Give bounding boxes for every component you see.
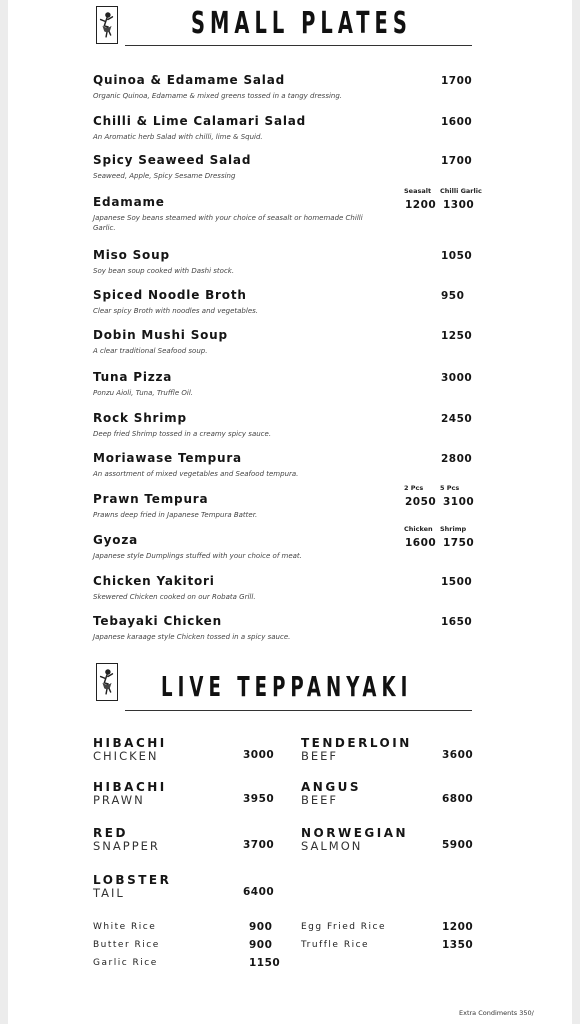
item-description: Japanese Soy beans steamed with your choice of seasalt or homemade Chilli Garlic. bbox=[93, 214, 363, 232]
item-price: 1650 bbox=[441, 616, 473, 628]
item-description: Organic Quinoa, Edamame & mixed greens tossed in a tangy dressing. bbox=[93, 92, 343, 100]
option-label: Shrimp bbox=[440, 525, 467, 533]
menu-item bbox=[93, 328, 473, 356]
side-name: Truffle Rice bbox=[301, 940, 370, 950]
teppanyaki-price: 3700 bbox=[243, 839, 275, 851]
teppanyaki-name: RED bbox=[93, 826, 128, 840]
teppanyaki-price: 6400 bbox=[243, 886, 275, 898]
menu-item bbox=[93, 153, 473, 181]
item-price: 3000 bbox=[441, 372, 473, 384]
menu-item bbox=[93, 114, 473, 142]
menu-item bbox=[93, 370, 473, 398]
item-price: 1500 bbox=[441, 576, 473, 588]
item-description: Ponzu Aioli, Tuna, Truffle Oil. bbox=[93, 389, 194, 397]
item-price: 950 bbox=[441, 290, 465, 302]
option-label: Seasalt bbox=[404, 187, 432, 195]
item-price: 1600 bbox=[441, 116, 473, 128]
side-name: Butter Rice bbox=[93, 940, 160, 950]
item-description: Skewered Chicken cooked on our Robata Grill. bbox=[93, 593, 256, 601]
teppanyaki-name: TENDERLOIN bbox=[301, 736, 412, 750]
side-price: 1350 bbox=[442, 939, 474, 951]
option-label: Chicken bbox=[404, 525, 433, 533]
item-description: Prawns deep fried in Japanese Tempura Batter. bbox=[93, 511, 258, 519]
item-description: An assortment of mixed vegetables and Seafood tempura. bbox=[93, 470, 299, 478]
item-name: Spicy Seaweed Salad bbox=[93, 153, 252, 167]
footer-note: Extra Condiments 350/ bbox=[459, 1009, 534, 1017]
item-name: Prawn Tempura bbox=[93, 492, 209, 506]
option-label: Chilli Garlic bbox=[440, 187, 482, 195]
teppanyaki-sub: TAIL bbox=[93, 886, 125, 900]
side-price: 1200 bbox=[442, 921, 474, 933]
teppanyaki-price: 3950 bbox=[243, 793, 275, 805]
side-price: 1150 bbox=[249, 957, 281, 969]
option-label: 2 Pcs bbox=[404, 484, 424, 492]
item-name: Quinoa & Edamame Salad bbox=[93, 73, 286, 87]
side-name: Garlic Rice bbox=[93, 958, 158, 968]
item-description: Deep fried Shrimp tossed in a creamy spicy sauce. bbox=[93, 430, 272, 438]
teppanyaki-price: 6800 bbox=[442, 793, 474, 805]
item-description: An Aromatic herb Salad with chilli, lime & Squid. bbox=[93, 133, 263, 141]
menu-page bbox=[8, 0, 572, 1024]
teppanyaki-name: LOBSTER bbox=[93, 873, 172, 887]
item-name: Tebayaki Chicken bbox=[93, 614, 222, 628]
item-name: Spiced Noodle Broth bbox=[93, 288, 247, 302]
item-price: 1250 bbox=[441, 330, 473, 342]
side-price: 900 bbox=[249, 939, 273, 951]
item-name: Edamame bbox=[93, 195, 165, 209]
option-price: 3100 bbox=[443, 496, 475, 508]
teppanyaki-sub: SALMON bbox=[301, 839, 363, 853]
teppanyaki-sub: BEEF bbox=[301, 793, 339, 807]
menu-item bbox=[93, 614, 473, 642]
teppanyaki-sub: SNAPPER bbox=[93, 839, 160, 853]
side-name: Egg Fried Rice bbox=[301, 922, 387, 932]
teppanyaki-name: NORWEGIAN bbox=[301, 826, 409, 840]
item-name: Chilli & Lime Calamari Salad bbox=[93, 114, 307, 128]
teppanyaki-name: HIBACHI bbox=[93, 736, 167, 750]
teppanyaki-price: 3000 bbox=[243, 749, 275, 761]
item-description: Japanese karaage style Chicken tossed in a spicy sauce. bbox=[93, 633, 291, 641]
item-description: A clear traditional Seafood soup. bbox=[93, 347, 208, 355]
teppanyaki-name: ANGUS bbox=[301, 780, 362, 794]
menu-item bbox=[93, 248, 473, 276]
teppanyaki-sub: CHICKEN bbox=[93, 749, 159, 763]
item-name: Miso Soup bbox=[93, 248, 170, 262]
item-price: 2800 bbox=[441, 453, 473, 465]
section-title-small-plates: SMALL PLATES bbox=[191, 6, 412, 41]
item-description: Japanese style Dumplings stuffed with your choice of meat. bbox=[93, 552, 302, 560]
option-price: 1600 bbox=[405, 537, 437, 549]
section-divider bbox=[125, 710, 472, 711]
menu-item bbox=[93, 288, 473, 316]
option-price: 1200 bbox=[405, 199, 437, 211]
item-price: 1700 bbox=[441, 75, 473, 87]
item-name: Rock Shrimp bbox=[93, 411, 187, 425]
item-description: Clear spicy Broth with noodles and vegetables. bbox=[93, 307, 258, 315]
menu-item bbox=[93, 574, 473, 602]
item-name: Chicken Yakitori bbox=[93, 574, 215, 588]
item-description: Seaweed, Apple, Spicy Sesame Dressing bbox=[93, 172, 236, 180]
item-price: 1700 bbox=[441, 155, 473, 167]
option-label: 5 Pcs bbox=[440, 484, 460, 492]
item-name: Tuna Pizza bbox=[93, 370, 173, 384]
item-name: Dobin Mushi Soup bbox=[93, 328, 228, 342]
dancer-crest-icon bbox=[96, 6, 118, 44]
item-name: Gyoza bbox=[93, 533, 138, 547]
item-price: 2450 bbox=[441, 413, 473, 425]
menu-item bbox=[93, 411, 473, 439]
teppanyaki-name: HIBACHI bbox=[93, 780, 167, 794]
section-title-live-teppanyaki: LIVE TEPPANYAKI bbox=[161, 670, 413, 703]
dancer-crest-icon bbox=[96, 663, 118, 701]
side-name: White Rice bbox=[93, 922, 157, 932]
teppanyaki-sub: PRAWN bbox=[93, 793, 145, 807]
item-price: 1050 bbox=[441, 250, 473, 262]
teppanyaki-price: 3600 bbox=[442, 749, 474, 761]
item-name: Moriawase Tempura bbox=[93, 451, 242, 465]
option-price: 1750 bbox=[443, 537, 475, 549]
option-price: 2050 bbox=[405, 496, 437, 508]
side-price: 900 bbox=[249, 921, 273, 933]
teppanyaki-price: 5900 bbox=[442, 839, 474, 851]
menu-item bbox=[93, 73, 473, 101]
section-divider bbox=[125, 45, 472, 46]
teppanyaki-sub: BEEF bbox=[301, 749, 339, 763]
menu-item bbox=[93, 451, 473, 479]
option-price: 1300 bbox=[443, 199, 475, 211]
item-description: Soy bean soup cooked with Dashi stock. bbox=[93, 267, 235, 275]
